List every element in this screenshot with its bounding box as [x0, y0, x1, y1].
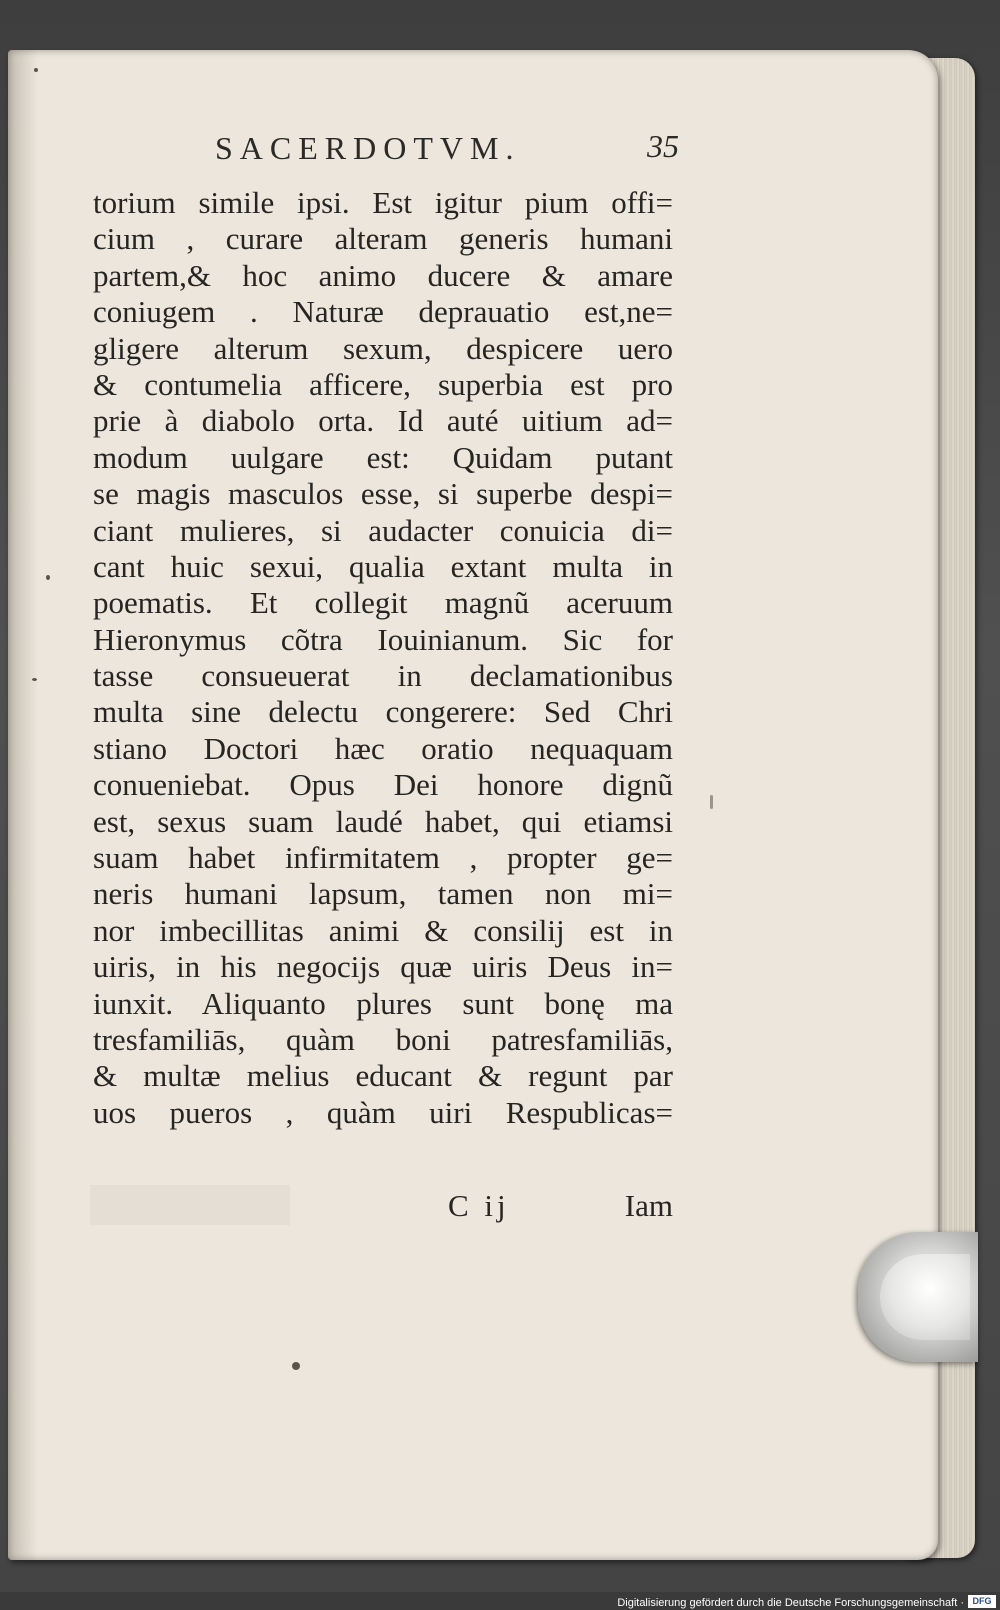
paper-speck — [32, 678, 37, 681]
running-title: SACERDOTVM. — [215, 130, 521, 166]
signature-mark: C ij — [448, 1188, 510, 1223]
paper-speck — [34, 68, 38, 72]
text-line: cant huic sexui, qualia extant multa in — [93, 548, 673, 584]
dfg-logo-icon: DFG — [968, 1595, 996, 1608]
text-line: partem,& hoc animo ducere & amare — [93, 257, 673, 293]
paper-speck — [292, 1362, 300, 1370]
page-clip — [858, 1232, 978, 1362]
text-line: modum uulgare est: Quidam putant — [93, 439, 673, 475]
text-line: multa sine delectu congerere: Sed Chri — [93, 694, 673, 730]
text-line: prie à diabolo orta. Id auté uitium ad= — [93, 403, 673, 439]
direction-line — [93, 1188, 673, 1228]
text-line: ciant mulieres, si audacter conuicia di= — [93, 512, 673, 548]
text-line: poematis. Et collegit magnũ aceruum — [93, 585, 673, 621]
digitization-footer — [0, 1592, 1000, 1610]
text-line: & contumelia afficere, superbia est pro — [93, 366, 673, 402]
paper-speck — [710, 795, 713, 809]
text-line: est, sexus suam laudé habet, qui etiamsi — [93, 803, 673, 839]
text-line: neris humani lapsum, tamen non mi= — [93, 876, 673, 912]
text-line: iunxit. Aliquanto plures sunt bonę ma — [93, 985, 673, 1021]
text-line: uos pueros , quàm uiri Respublicas= — [93, 1094, 673, 1130]
text-block — [93, 185, 693, 1131]
text-line: uiris, in his negocijs quæ uiris Deus in= — [93, 949, 673, 985]
text-line: tresfamiliās, quàm boni patresfamiliās, — [93, 1021, 673, 1057]
text-line: tasse consueuerat in declamationibus — [93, 658, 673, 694]
text-line: suam habet infirmitatem , propter ge= — [93, 840, 673, 876]
text-line: gligere alterum sexum, despicere uero — [93, 330, 673, 366]
gutter-shadow — [8, 50, 38, 1560]
paper-speck — [46, 575, 50, 580]
text-line: Hieronymus cõtra Iouinianum. Sic for — [93, 621, 673, 657]
page-number: 35 — [647, 128, 679, 164]
text-line: se magis masculos esse, si superbe despi= — [93, 476, 673, 512]
text-line: conueniebat. Opus Dei honore dignũ — [93, 767, 673, 803]
catchword: Iam — [624, 1188, 673, 1223]
text-line: cium , curare alteram generis humani — [93, 221, 673, 257]
text-line: coniugem . Naturæ deprauatio est,ne= — [93, 294, 673, 330]
running-head — [95, 130, 685, 170]
text-line: torium simile ipsi. Est igitur pium offi= — [93, 185, 673, 220]
page-clip-highlight — [880, 1254, 970, 1340]
funding-credit: Digitalisierung gefördert durch die Deutsche Forschungsgemeinschaft · — [617, 1597, 964, 1609]
text-line: & multæ melius educant & regunt par — [93, 1058, 673, 1094]
text-line: stiano Doctori hæc oratio nequaquam — [93, 730, 673, 766]
text-line: nor imbecillitas animi & consilij est in — [93, 912, 673, 948]
